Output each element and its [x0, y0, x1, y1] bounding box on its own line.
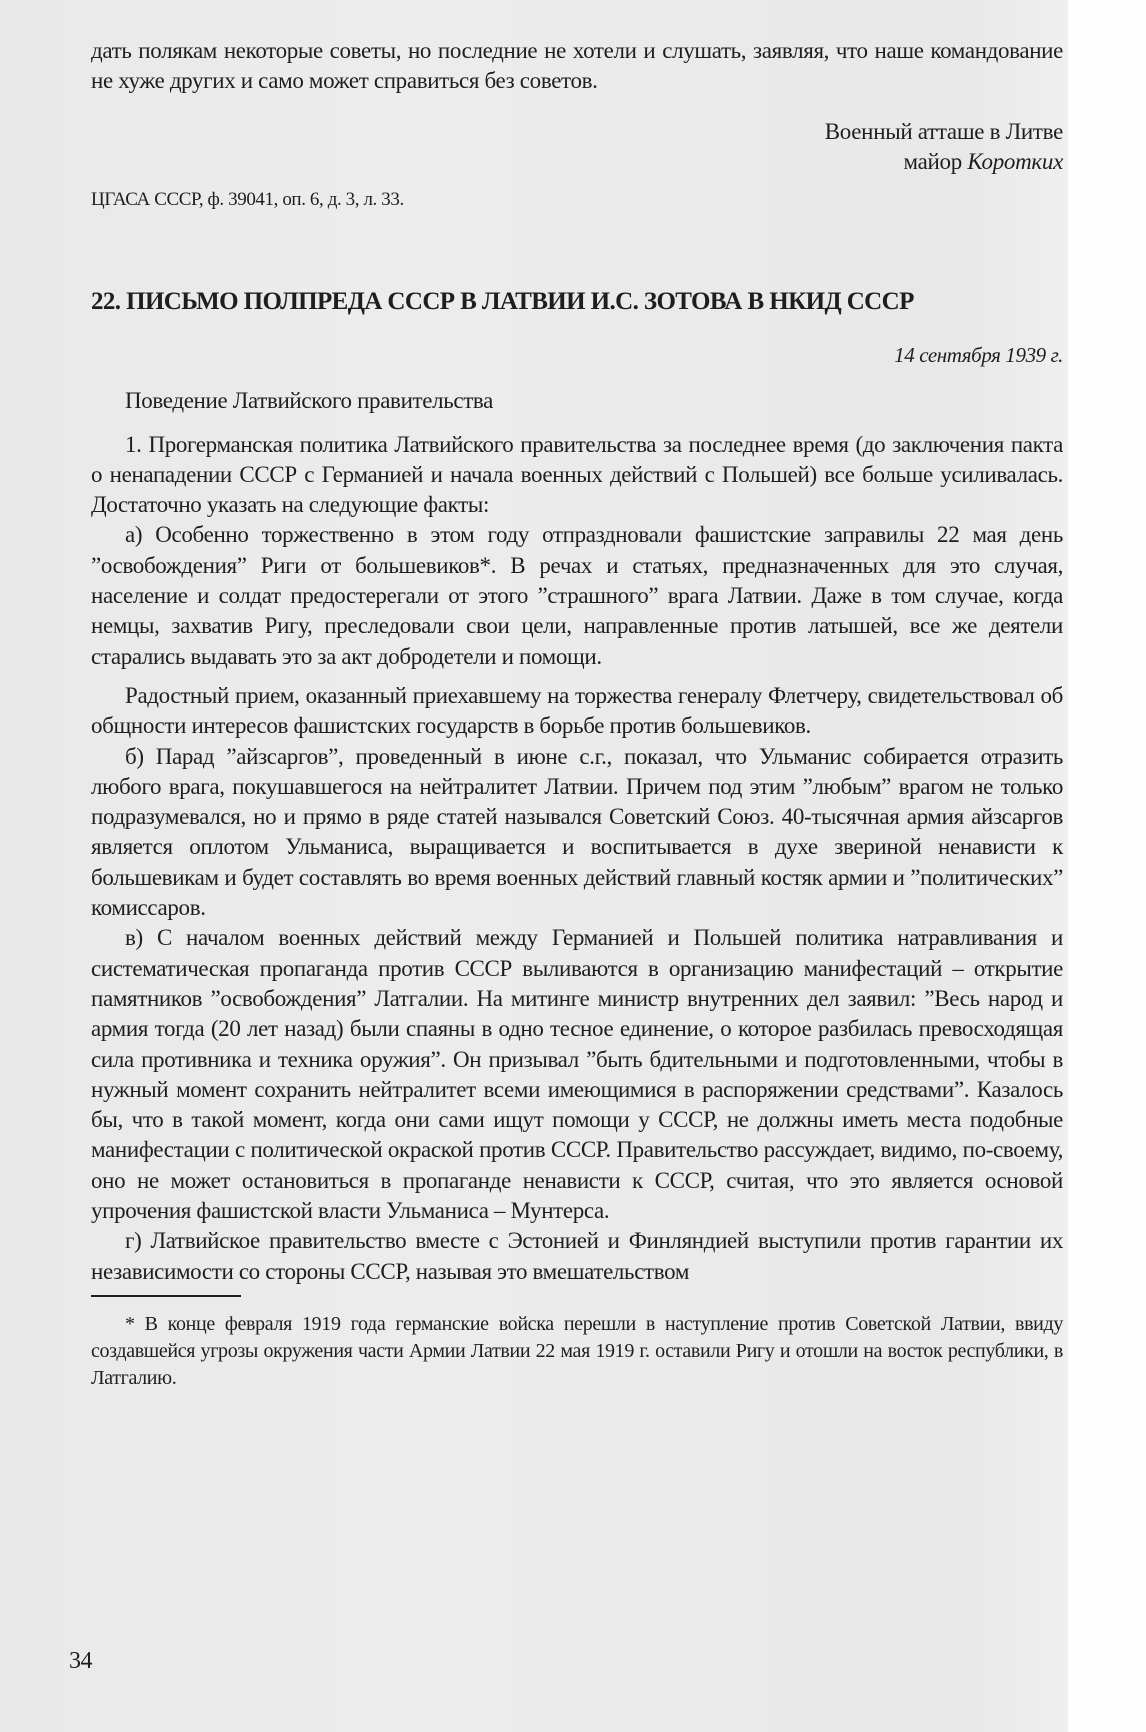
- signature-name-line: [91, 147, 1063, 177]
- previous-document-closing-paragraph: дать полякам некоторые советы, но последние не хотели и слушать, заявляя, что наше командование не хуже других и само может справиться без советов.: [91, 38, 1063, 94]
- document-date: 14 сентября 1939 г.: [894, 342, 1063, 367]
- signature-block: [91, 117, 1063, 177]
- footnote-divider: [91, 1295, 241, 1297]
- footnote: * В конце февраля 1919 года германские войска перешли в наступление против Советской Латвии, ввиду создавшейся угрозы окружения части Армии Латвии 22 мая 1919 г. оставили Ригу и отошли на восток республики, в Латгалию.: [91, 1312, 1063, 1389]
- paragraph-1a-reception: Радостный прием, оказанный приехавшему на торжества генералу Флетчеру, свидетельствовал об общности интересов фашистских государств в борьбе против большевиков.: [91, 682, 1063, 739]
- paragraph-1g: г) Латвийское правительство вместе с Эстонией и Финляндией выступили против гарантии их независимости со стороны СССР, называя это вмешательством: [91, 1228, 1063, 1284]
- document-heading: 22. ПИСЬМО ПОЛПРЕДА СССР В ЛАТВИИ И.С. ЗОТОВА В НКИД СССР: [91, 287, 914, 315]
- paragraph-1b: б) Парад ”айзсаргов”, проведенный в июне с.г., показал, что Ульманис собирается отразить любого врага, покушавшегося на нейтралитет Латвии. Причем под этим ”любым” врагом не только подразумевался, но и прямо в ряде статей назывался Советский Союз. 40-тысячная армия айзсаргов является оплотом Ульманиса, выращивается и воспитывается в духе звериной ненависти к большевикам и будет составлять во время военных действий главный костяк армии и ”политических” комиссаров.: [91, 743, 1063, 921]
- signature-title: Военный атташе в Литве: [824, 118, 1063, 144]
- page-number: 34: [69, 1648, 92, 1674]
- page-content: [91, 36, 1063, 1392]
- document-subtitle: Поведение Латвийского правительства: [125, 387, 493, 413]
- paragraph-1: 1. Прогерманская политика Латвийского правительства за последнее время (до заключения пакта о ненападении СССР с Германией и начала военных действий с Польшей) все больше усиливалась. Достаточно указать на следующие факты:: [91, 431, 1063, 518]
- archive-reference: ЦГАСА СССР, ф. 39041, оп. 6, д. 3, л. 33.: [91, 188, 404, 210]
- signature-rank: майор: [903, 148, 962, 174]
- paragraph-1a: а) Особенно торжественно в этом году отпраздновали фашистские заправилы 22 мая день ”освобождения” Риги от большевиков*. В речах и статьях, предназначенных для это случая, население и солдат предостерегали от этого ”страшного” врага Латвии. Даже в том случае, когда немцы, захватив Ригу, преследовали свои цели, направленные против латышей, все же деятели старались выдавать это за акт добродетели и помощи.: [91, 522, 1063, 669]
- paragraph-1v: в) С началом военных действий между Германией и Польшей политика натравливания и систематическая пропаганда против СССР выливаются в организацию манифестаций – открытие памятников ”освобождения” Латгалии. На митинге министр внутренних дел заявил: ”Весь народ и армия тогда (20 лет назад) были спаяны в одно тесное единение, о которое разбилась превосходящая сила противника и техника оружия”. Он призывал ”быть бдительными и подготовленными, чтобы в нужный момент сохранить нейтралитет всеми имеющимися в распоряжении средствами”. Казалось бы, что в такой момент, когда они сами ищут помощи у СССР, не должны иметь места подобные манифестации с политической окраской против СССР. Правительство рассуждает, видимо, по-своему, оно не может остановиться в пропаганде ненависти к СССР, считая, что это является основой упрочения фашистской власти Ульманиса – Мунтерса.: [91, 925, 1063, 1224]
- page-margin-edge: [1068, 0, 1146, 1732]
- signature-name: Коротких: [967, 148, 1063, 174]
